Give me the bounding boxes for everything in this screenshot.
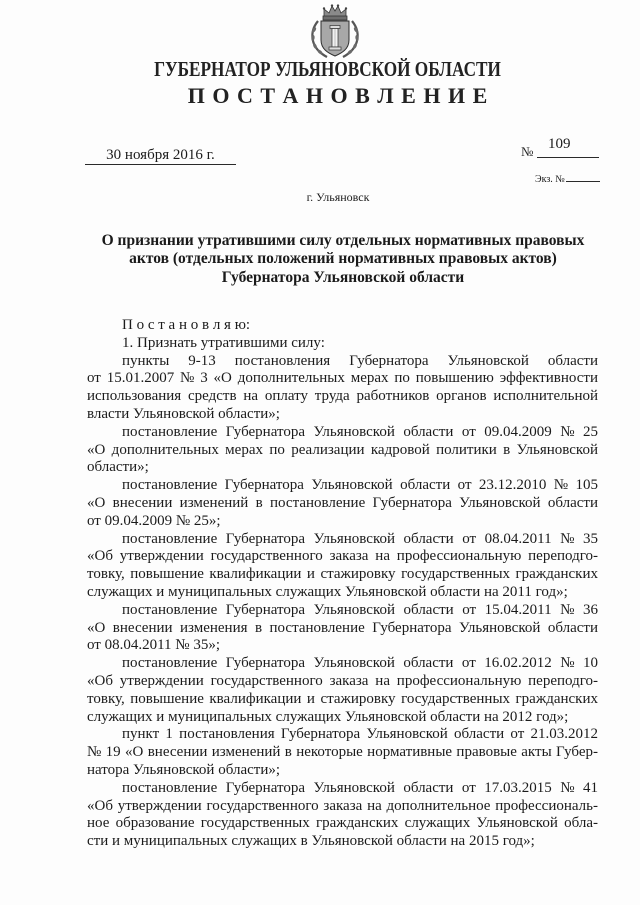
document-number: 109 (548, 136, 571, 152)
document-body (87, 317, 598, 851)
body-line: «О внесении изменений в постановление Губернатора Ульяновской области (87, 494, 598, 511)
body-line: П о с т а н о в л я ю: (122, 317, 251, 333)
body-line: служащих и муниципальных служащих Ульяновской области на 2011 год»; (87, 583, 568, 600)
paragraph (87, 353, 598, 424)
body-line: 1. Признать утратившими силу: (122, 334, 325, 351)
number-field (537, 136, 599, 158)
body-line: пункты 9-13 постановления Губернатора Ульяновской области (122, 352, 598, 369)
body-line: № 19 «О внесении изменений в некоторые нормативные правовые акты Губер- (87, 744, 598, 761)
document-type: П О С Т А Н О В Л Е Н И Е (187, 83, 489, 108)
body-line: «Об утверждении государственного заказа на профессиональную переподго- (87, 548, 598, 565)
body-line: постановление Губернатора Ульяновской области от 15.04.2011 № 36 (122, 601, 598, 618)
city: г. Ульяновск (306, 190, 370, 204)
body-line: постановление Губернатора Ульяновской области от 08.04.2011 № 35 (122, 530, 598, 547)
paragraph (87, 655, 598, 726)
paragraph (87, 317, 598, 335)
title-line: Губернатора Ульяновской области (221, 268, 465, 286)
copy-number-blank (566, 172, 600, 182)
number-label: № (521, 144, 534, 159)
title-line: актов (отдельных положений нормативных правовых актов) (129, 250, 557, 267)
issuing-authority (0, 57, 640, 84)
body-line: от 08.04.2011 № 35»; (87, 637, 221, 654)
body-line: «О внесении изменения в постановление Губернатора Ульяновской области (87, 619, 598, 636)
body-line: натора Ульяновской области»; (87, 761, 281, 778)
paragraph (87, 335, 598, 353)
body-line: постановление Губернатора Ульяновской области от 23.12.2010 № 105 (122, 477, 598, 494)
body-line: постановление Губернатора Ульяновской области от 16.02.2012 № 10 (122, 655, 598, 672)
coat-of-arms-icon (305, 2, 365, 59)
shield (321, 21, 349, 56)
paragraph (87, 726, 598, 779)
body-line: «О дополнительных мерах по реализации кадровой политики в Ульяновской (87, 441, 598, 458)
body-line: от 09.04.2009 № 25»; (87, 512, 221, 529)
paragraph (87, 424, 598, 477)
authority-text: ГУБЕРНАТОР УЛЬЯНОВСКОЙ ОБЛАСТИ (154, 57, 501, 81)
paragraph (87, 531, 598, 602)
body-line: товку, повышение квалификации и стажировку государственных гражданских (87, 566, 598, 583)
document-date: 30 ноября 2016 г. (85, 147, 236, 165)
body-line: от 15.01.2007 № 3 «О дополнительных мерах по повышению эффективности (87, 370, 598, 387)
body-line: пункт 1 постановления Губернатора Ульяновской области от 21.03.2012 (122, 726, 598, 743)
body-line: «Об утверждении государственного заказа на дополнительное профессиональ- (87, 797, 598, 814)
paragraph (87, 780, 598, 851)
copy-label: Экз. № (535, 174, 565, 185)
body-line: области»; (87, 459, 149, 476)
body-line: служащих и муниципальных служащих Ульяновской области на 2012 год»; (87, 708, 569, 725)
body-line: сти и муниципальных служащих в Ульяновской области на 2015 год»; (87, 833, 535, 850)
crown (323, 4, 347, 20)
paragraph (87, 602, 598, 655)
body-line: «Об утверждении государственного заказа на профессиональную переподго- (87, 672, 598, 689)
title-line: О признании утратившими силу отдельных нормативных правовых (101, 231, 585, 249)
document-title (0, 232, 640, 288)
body-line: власти Ульяновской области»; (87, 405, 280, 422)
body-line: использования средств на оплату труда работников органов исполнительной (87, 388, 598, 405)
body-line: ное образование государственных гражданских служащих Ульяновской обла- (87, 815, 598, 832)
copy-number (535, 172, 600, 186)
body-line: постановление Губернатора Ульяновской области от 17.03.2015 № 41 (122, 779, 598, 796)
paragraph (87, 477, 598, 530)
body-line: товку, повышение квалификации и стажировку государственных гражданских (87, 690, 598, 707)
body-line: постановление Губернатора Ульяновской области от 09.04.2009 № 25 (122, 423, 598, 440)
